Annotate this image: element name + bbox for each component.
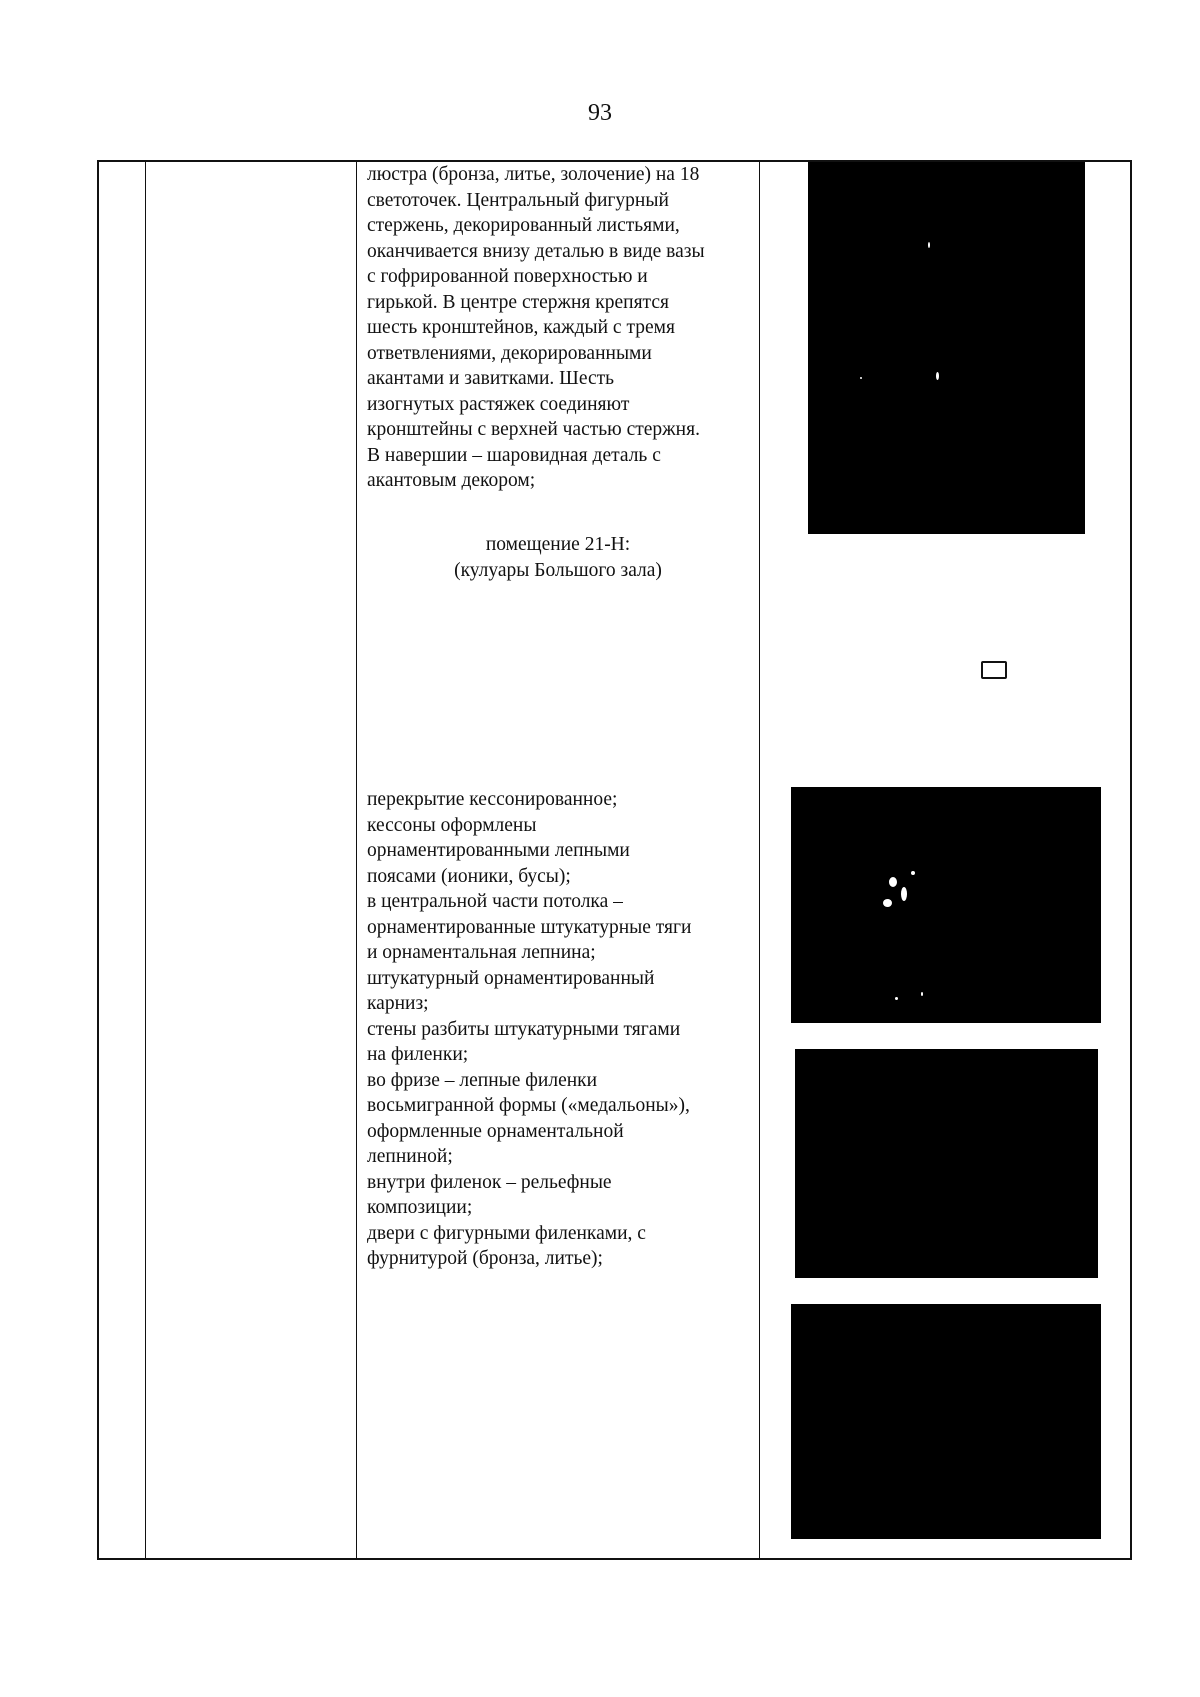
room-heading bbox=[367, 532, 749, 583]
room-number: помещение 21-Н: bbox=[485, 534, 631, 555]
text-line: в центральной части потолка – bbox=[367, 891, 623, 912]
ceiling-photo bbox=[791, 787, 1101, 1023]
column-divider-2 bbox=[356, 162, 357, 1558]
text-line: внутри филенок – рельефные bbox=[367, 1171, 612, 1193]
text-line: фурнитурой (бронза, литье); bbox=[367, 1248, 603, 1269]
text-line: восьмигранной формы («медальоны»), bbox=[367, 1095, 690, 1116]
text-line: на филенки; bbox=[367, 1044, 469, 1065]
page-number: 93 bbox=[588, 100, 612, 126]
text-line: стержень, декорированный листьями, bbox=[367, 215, 680, 236]
text-line: во фризе – лепные филенки bbox=[367, 1069, 598, 1091]
text-line: штукатурный орнаментированный bbox=[367, 967, 655, 989]
door-photo bbox=[791, 1304, 1101, 1539]
room-name: (кулуары Большого зала) bbox=[454, 559, 662, 581]
text-line: оканчивается внизу деталью в виде вазы bbox=[367, 240, 705, 262]
text-line: светоточек. Центральный фигурный bbox=[367, 189, 669, 211]
text-line: стены разбиты штукатурными тягами bbox=[367, 1018, 681, 1040]
text-line: гирькой. В центре стержня крепятся bbox=[367, 291, 669, 313]
text-line: люстра (бронза, литье, золочение) на 18 bbox=[367, 164, 700, 185]
text-line: шесть кронштейнов, каждый с тремя bbox=[367, 317, 675, 338]
text-line: карниз; bbox=[367, 993, 429, 1014]
text-line: с гофрированной поверхностью и bbox=[367, 266, 648, 287]
chandelier-description bbox=[367, 162, 749, 494]
text-line: орнаментированные штукатурные тяги bbox=[367, 916, 692, 938]
text-line: изогнутых растяжек соединяют bbox=[367, 393, 630, 415]
monument-table bbox=[97, 160, 1132, 1560]
text-line: и орнаментальная лепнина; bbox=[367, 942, 596, 963]
text-line: двери с фигурными филенками, с bbox=[367, 1222, 646, 1244]
text-line: В навершии – шаровидная деталь с bbox=[367, 444, 661, 466]
text-line: акантами и завитками. Шесть bbox=[367, 368, 615, 389]
chandelier-photo bbox=[808, 162, 1085, 534]
text-line: кронштейны с верхней частью стержня. bbox=[367, 419, 700, 440]
text-line: акантовым декором; bbox=[367, 470, 536, 491]
column-divider-3 bbox=[759, 162, 760, 1558]
wall-photo bbox=[795, 1049, 1098, 1278]
text-line: орнаментированными лепными bbox=[367, 840, 630, 861]
text-line: перекрытие кессонированное; bbox=[367, 789, 618, 810]
text-line: ответвлениями, декорированными bbox=[367, 342, 652, 364]
column-divider-1 bbox=[145, 162, 146, 1558]
text-line: поясами (ионики, бусы); bbox=[367, 865, 571, 887]
interior-description bbox=[367, 787, 749, 1272]
text-line: композиции; bbox=[367, 1197, 473, 1218]
text-line: лепниной; bbox=[367, 1146, 453, 1167]
text-line: оформленные орнаментальной bbox=[367, 1120, 624, 1142]
text-line: кессоны оформлены bbox=[367, 814, 537, 836]
empty-image-placeholder bbox=[981, 661, 1007, 679]
